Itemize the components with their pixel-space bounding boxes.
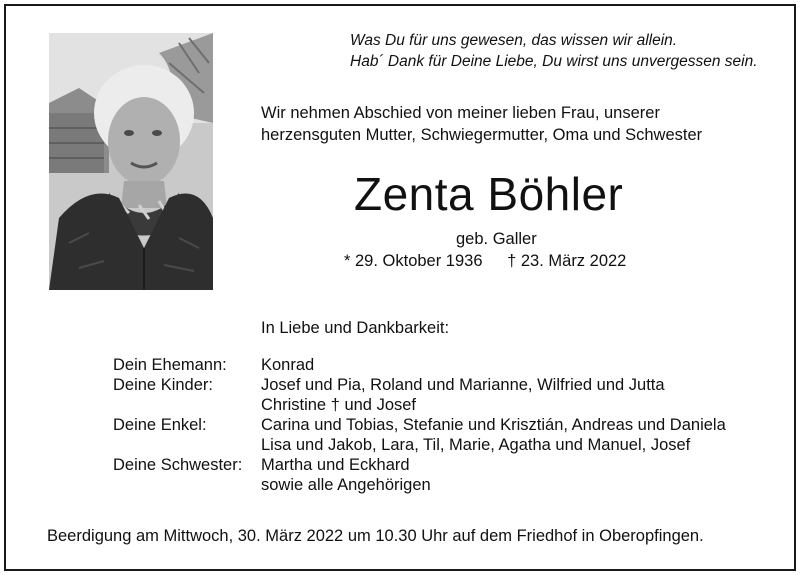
funeral-info: Beerdigung am Mittwoch, 30. März 2022 um 10.30 Uhr auf dem Friedhof in Oberopfingen. xyxy=(47,527,704,545)
family-label: Deine Kinder: xyxy=(113,376,213,394)
family-names: Lisa und Jakob, Lara, Til, Marie, Agatha und Manuel, Josef xyxy=(261,436,691,454)
family-names: Martha und Eckhard xyxy=(261,456,410,474)
family-row-husband xyxy=(113,355,783,375)
intro-line-2: herzensguten Mutter, Schwiegermutter, Oma und Schwester xyxy=(261,126,703,144)
deceased-name: Zenta Böhler xyxy=(354,168,624,220)
thanks-line: In Liebe und Dankbarkeit: xyxy=(261,319,450,337)
family-label: Deine Enkel: xyxy=(113,416,207,434)
farewell-intro xyxy=(261,102,781,146)
obituary-notice xyxy=(4,4,796,571)
intro-line-1: Wir nehmen Abschied von meiner lieben Frau, unserer xyxy=(261,104,660,122)
quote-line-2: Hab´ Dank für Deine Liebe, Du wirst uns unvergessen sein. xyxy=(350,53,758,70)
family-row-grandchildren xyxy=(113,415,783,455)
portrait-illustration xyxy=(49,33,213,290)
life-dates xyxy=(344,252,626,271)
memorial-quote xyxy=(350,30,780,72)
family-names: Josef und Pia, Roland und Marianne, Wilfried und Jutta xyxy=(261,376,665,394)
family-row-sister xyxy=(113,455,783,495)
family-names: Carina und Tobias, Stefanie und Krisztián, Andreas und Daniela xyxy=(261,416,726,434)
family-label: Dein Ehemann: xyxy=(113,356,227,374)
family-names: Konrad xyxy=(261,356,315,374)
family-list xyxy=(113,355,783,495)
portrait-photo xyxy=(49,33,213,290)
family-row-children xyxy=(113,375,783,415)
birth-date: * 29. Oktober 1936 xyxy=(344,252,483,270)
maiden-name: geb. Galler xyxy=(456,230,537,248)
quote-line-1: Was Du für uns gewesen, das wissen wir allein. xyxy=(350,32,678,49)
family-names: sowie alle Angehörigen xyxy=(261,476,431,494)
family-names: Christine † und Josef xyxy=(261,396,417,414)
family-label: Deine Schwester: xyxy=(113,456,243,474)
death-date: † 23. März 2022 xyxy=(507,252,627,270)
